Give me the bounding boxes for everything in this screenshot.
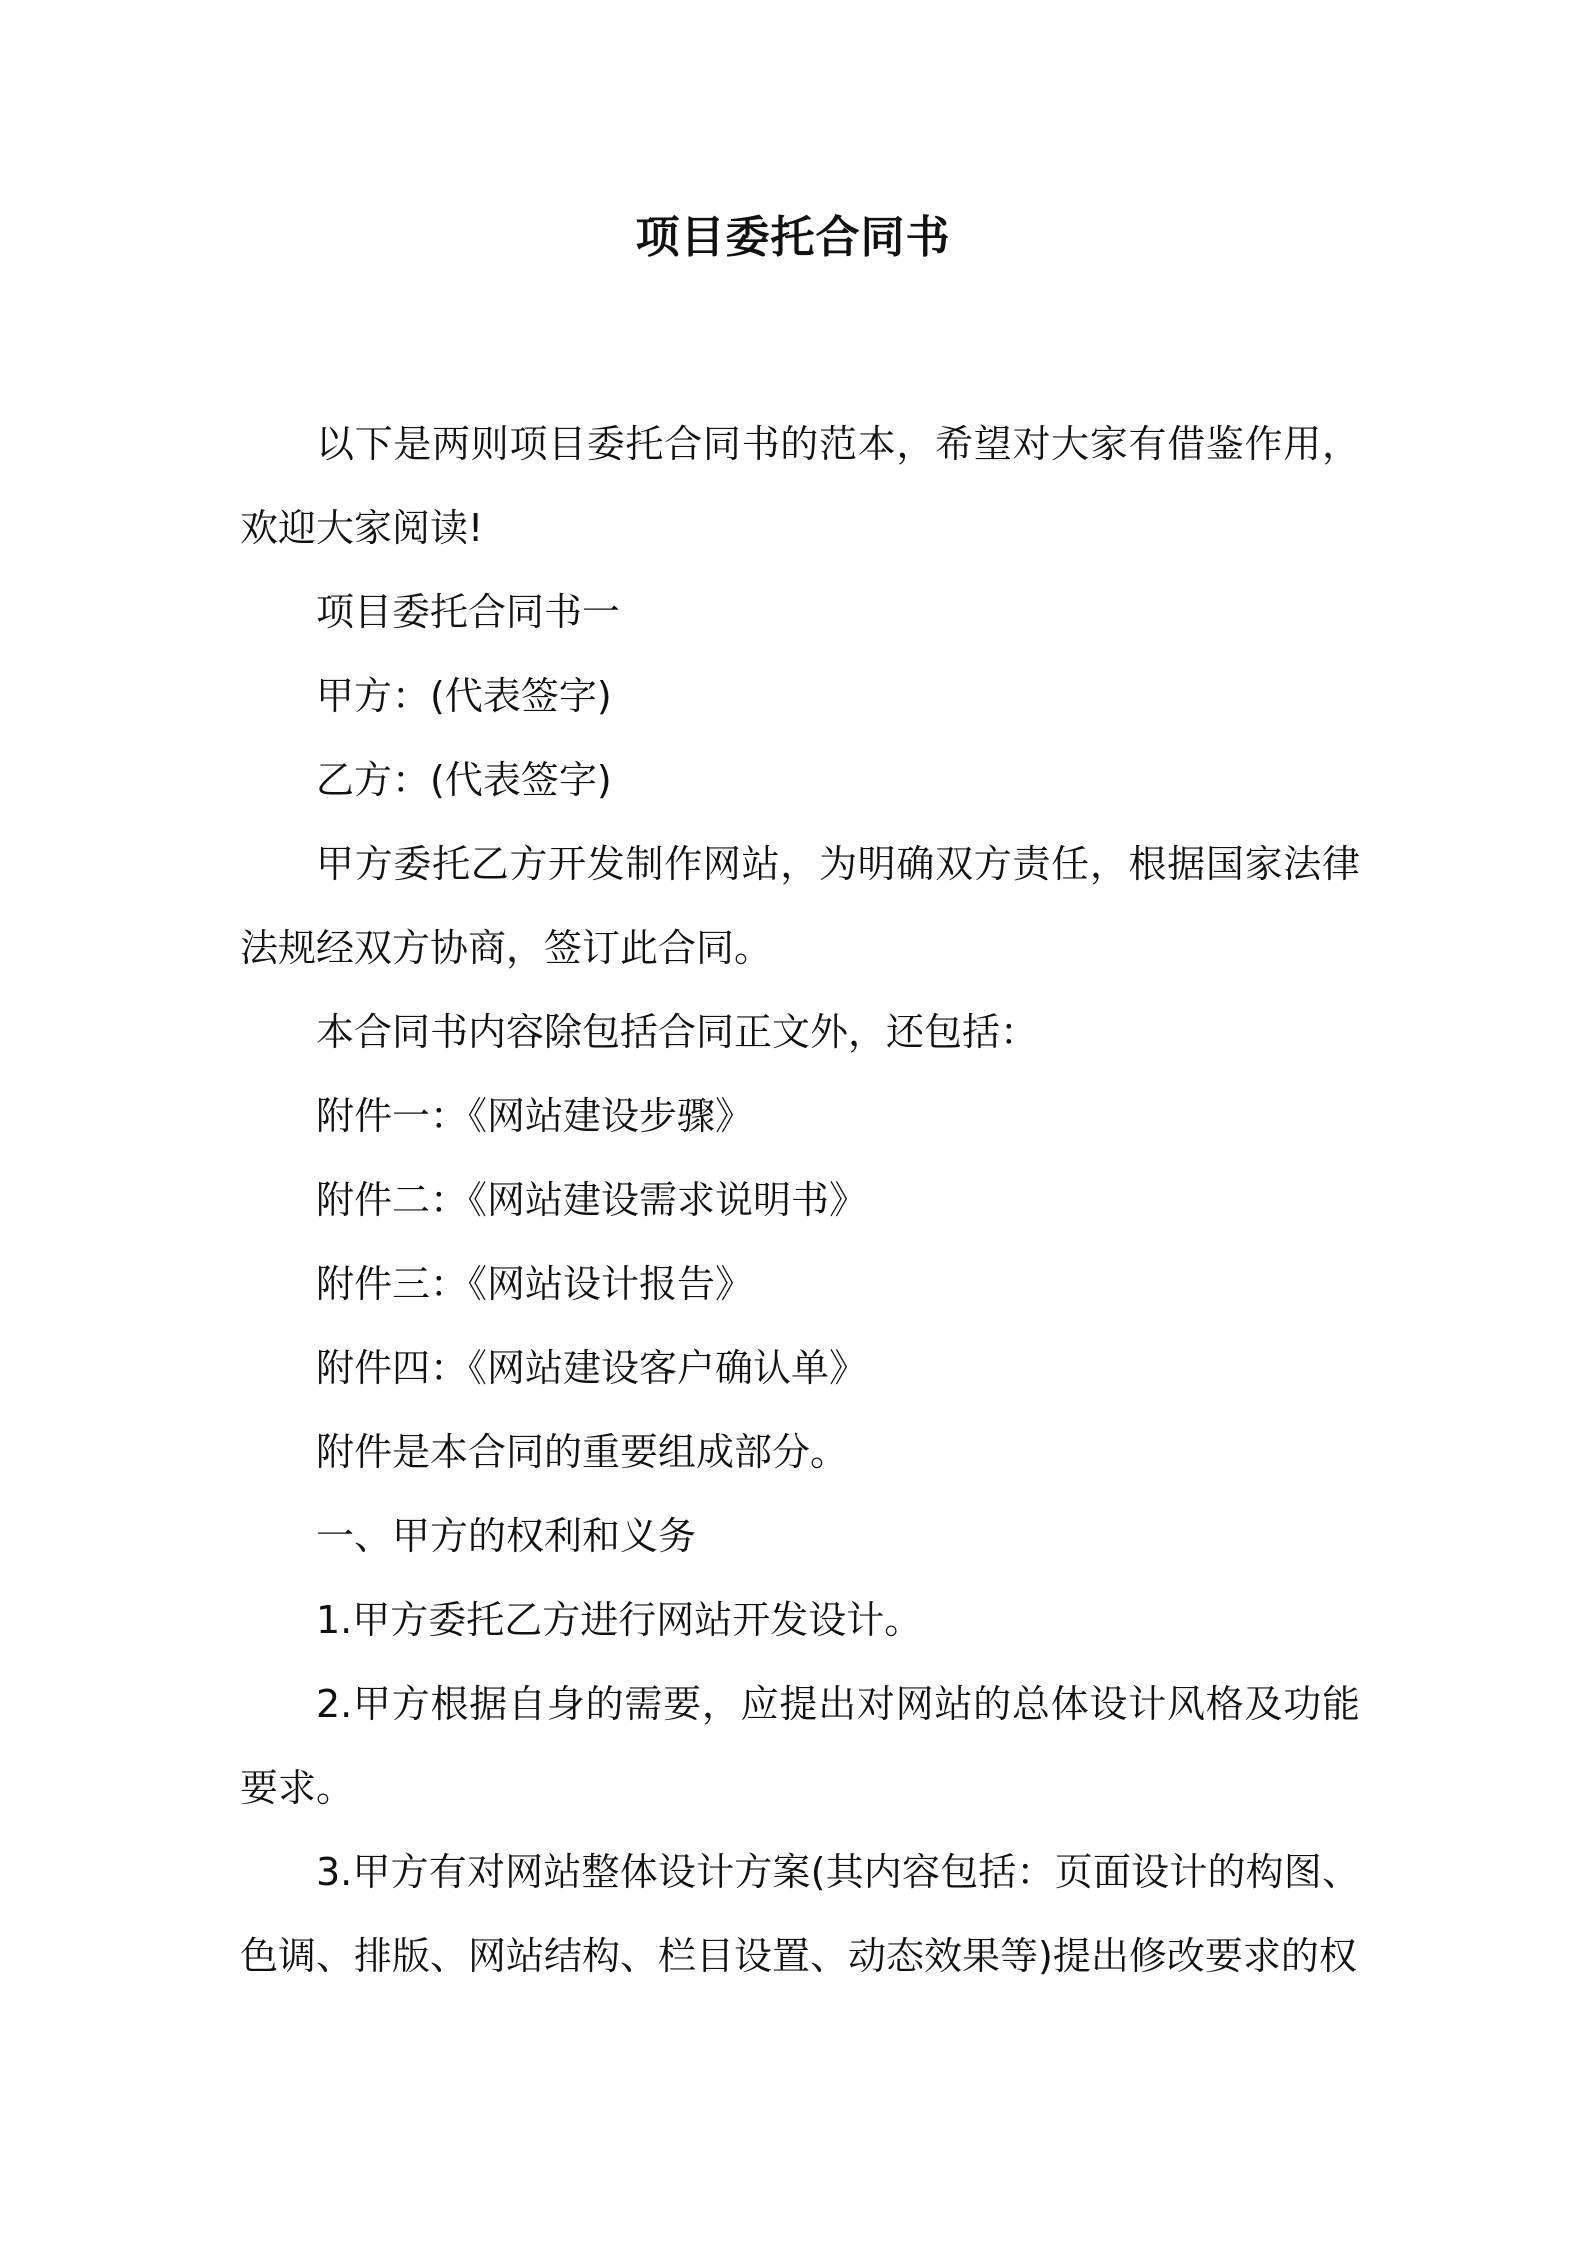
section-heading-party-a-rights: 一、甲方的权利和义务 — [316, 1514, 697, 1558]
document-body — [240, 402, 1360, 1998]
paragraph-attachment-3: 附件三：《网站设计报告》 — [316, 1262, 754, 1306]
paragraph-attachment-1: 附件一：《网站建设步骤》 — [316, 1094, 754, 1138]
paragraph-party-b: 乙方：(代表签字) — [316, 758, 612, 802]
paragraph-contents: 本合同书内容除包括合同正文外，还包括： — [316, 1010, 1039, 1054]
paragraph-attachment-2: 附件二：《网站建设需求说明书》 — [316, 1178, 868, 1222]
clause-2: 2.甲方根据自身的需要，应提出对网站的总体设计风格及功能要求。 — [240, 1682, 1360, 1810]
document-title: 项目委托合同书 — [635, 212, 951, 263]
paragraph-contract-heading: 项目委托合同书一 — [316, 590, 621, 634]
paragraph-purpose: 甲方委托乙方开发制作网站，为明确双方责任，根据国家法律法规经双方协商，签订此合同。 — [240, 842, 1360, 970]
paragraph-intro: 以下是两则项目委托合同书的范本，希望对大家有借鉴作用，欢迎大家阅读! — [240, 422, 1360, 550]
clause-3: 3.甲方有对网站整体设计方案(其内容包括：页面设计的构图、色调、排版、网站结构、栏目设置、动态效果等)提出修改要求的权 — [240, 1850, 1360, 1978]
paragraph-attachment-4: 附件四：《网站建设客户确认单》 — [316, 1346, 868, 1390]
paragraph-attachment-note: 附件是本合同的重要组成部分。 — [316, 1430, 849, 1474]
clause-1: 1.甲方委托乙方进行网站开发设计。 — [316, 1598, 923, 1642]
paragraph-party-a: 甲方：(代表签字) — [316, 674, 612, 718]
